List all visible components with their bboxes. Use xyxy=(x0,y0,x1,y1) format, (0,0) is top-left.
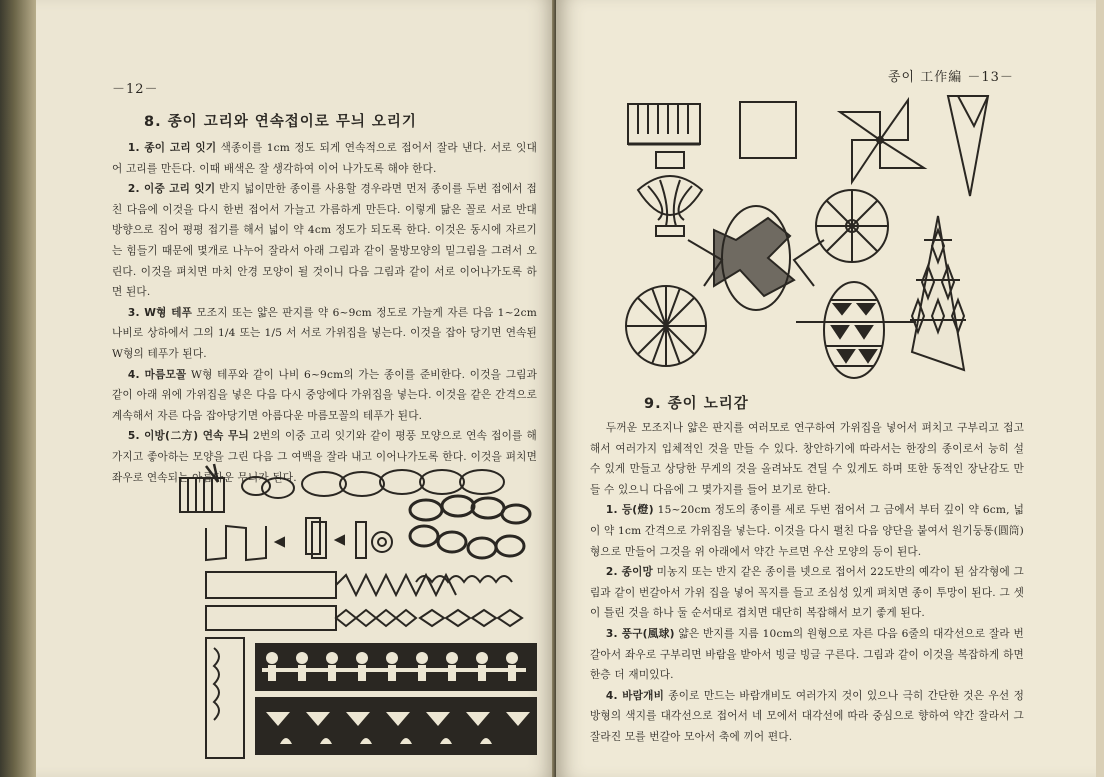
paragraph-paper-net: 2. 종이망 미농지 또는 반지 같은 종이를 넷으로 접어서 22도반의 예각이 된 삼각형에 그림과 같이 번갈아서 가위 집을 넣어 꼭지를 들고 조심성 있게 펴치면 종이 투망이 된다. 그 셋이 틀린 것을 하나 둘 순서대로 겹치면 대단히 복잡해서 보기 좋게 된다. xyxy=(590,566,1024,620)
book-binding-edge xyxy=(0,0,36,777)
paragraph-wind-ball: 3. 풍구(風球) 얇은 반지를 지름 10cm의 원형으로 자른 다음 6줄의 대각선으로 잘라 번갈아서 좌우로 구부리면 바람을 받아서 빙글 빙글 구른다. 그림과 같이 이것을 복잡하게 하면 한층 더 재미있다. xyxy=(590,627,1024,682)
running-head-right: 종이 工作編 －13－ xyxy=(888,70,1014,85)
left-body-text xyxy=(112,138,537,488)
paragraph-rhombus: 4. 마름모꼴 W형 테푸와 같이 나비 6~9cm의 가는 종이를 준비한다. 이것을 그림과 같이 아래 위에 가위집을 넣은 다음 다시 중앙에다 가위집을 넣는다. 이것을 같은 간격으로 계속해서 자른 다음 잡아당기면 아름다운 마름모꼴의 테푸가 된다. xyxy=(112,368,537,422)
wind-ball-wheel xyxy=(816,190,888,262)
two-way-continuous-pattern xyxy=(206,638,536,758)
paper-toy-illustrations xyxy=(618,90,1048,380)
paragraph-ring-chain: 1. 종이 고리 잇기 색종이를 1cm 정도 되게 연속적으로 접어서 잘라 낸다. 서로 잇대어 고리를 만든다. 이때 배색은 잘 생각하여 이어 나가도록 해야 한다. xyxy=(112,142,537,175)
paragraph-two-way-pattern: 5. 이방(二方) 연속 무늬 2번의 이중 고리 잇기와 같이 평풍 모양으로 연속 접이를 해가지고 좋아하는 모양을 그린 다음 그 여백을 잘라 내고 이어나가도록 한다. 이것을 펴치면 좌우로 연속되는 아름다운 무늬가 된다. xyxy=(112,430,537,484)
woven-oval-ball xyxy=(688,206,824,310)
simple-ring-chain xyxy=(242,470,504,498)
w-shaped-tape xyxy=(206,572,512,598)
spoked-paper-wheel xyxy=(626,286,706,366)
left-page xyxy=(36,0,556,777)
scissors-cutting-strip xyxy=(180,464,224,512)
page-number-left: －12－ xyxy=(112,82,159,97)
paragraph-intro: 두꺼운 모조지나 얇은 판지를 여러모로 연구하여 가위집을 넣어서 펴치고 구부리고 접고 해서 여러가지 입체적인 것을 만들 수 있다. 창안하기에 따라서는 한장의 종이로서 능히 설 수 있게 만들고 상당한 무게의 것을 올려놔도 견딜 수 있게도 하며 또한 동적인 장난감도 만들 수 있으니 다음에 그 몇가지를 들어 보기로 한다. xyxy=(590,422,1024,496)
paper-lantern xyxy=(638,152,702,236)
paragraph-w-tape: 3. W형 테푸 모조지 또는 얇은 판지를 약 6~9cm 정도로 가늘게 자른 다음 1~2cm 나비로 상하에서 그의 1/4 또는 1/5 서 서로 가위집을 넣는다. 이것을 잡아 당기면 연속된 W형의 테푸가 된다. xyxy=(112,306,538,360)
paragraph-lantern: 1. 등(燈) 15~20cm 정도의 종이를 세로 두번 접어서 그 금에서 부터 깊이 약 6cm, 넓이 약 1cm 간격으로 가위집을 넣는다. 이것을 다시 펼친 다음 양단을 붙여서 원기둥통(圓筒)형으로 만들어 그것을 위 아래에서 약간 누르면 우산 모양의 등이 된다. xyxy=(590,504,1024,558)
right-page xyxy=(556,0,1096,777)
section-title-8: 8. 종이 고리와 연속접이로 무늬 오리기 xyxy=(144,114,417,130)
paper-net-cone xyxy=(910,216,966,370)
lantern-folded-paper xyxy=(628,104,700,144)
section-title-9: 9. 종이 노리감 xyxy=(644,396,749,412)
folded-cone-paper xyxy=(948,96,988,196)
paragraph-double-ring: 2. 이중 고리 잇기 반지 넓이만한 종이를 사용할 경우라면 먼저 종이를 두번 접에서 접친 다음에 이것을 다시 한번 접어서 가늘고 가름하게 만든다. 이렇게 닮은 꼴로 서로 반대 방향으로 집어 평평 접기를 해서 넓이 약 4cm 정도가 되도록 한다. 이것은 동시에 자르기는 힘들기 때문에 몇개로 나누어 잘라서 아래 그림과 같이 물방모양의 밑그림을 그려서 오린다. 이것을 펴치면 마치 안경 모양이 될 것이니 다음 그림과 같이 서로 이어나가도록 하면 된다. xyxy=(112,183,537,299)
double-ring-chain xyxy=(410,496,530,558)
patterned-oval-ball xyxy=(796,282,916,378)
paragraph-pinwheel: 4. 바람개비 종이로 만드는 바람개비도 여러가지 것이 있으나 극히 간단한 것은 우선 정방형의 색지를 대각선으로 접어서 네 모에서 대각선에 따라 중심으로 향하여 약간 잘라서 그 잘라진 모를 번갈아 모아서 축에 끼어 편다. xyxy=(590,689,1024,743)
pinwheel xyxy=(840,100,924,182)
right-body-text xyxy=(590,418,1024,748)
folded-glasses-cutting xyxy=(206,518,392,560)
paper-chain-illustrations xyxy=(166,462,546,762)
square-paper xyxy=(740,102,796,158)
rhombus-tape xyxy=(206,606,522,630)
